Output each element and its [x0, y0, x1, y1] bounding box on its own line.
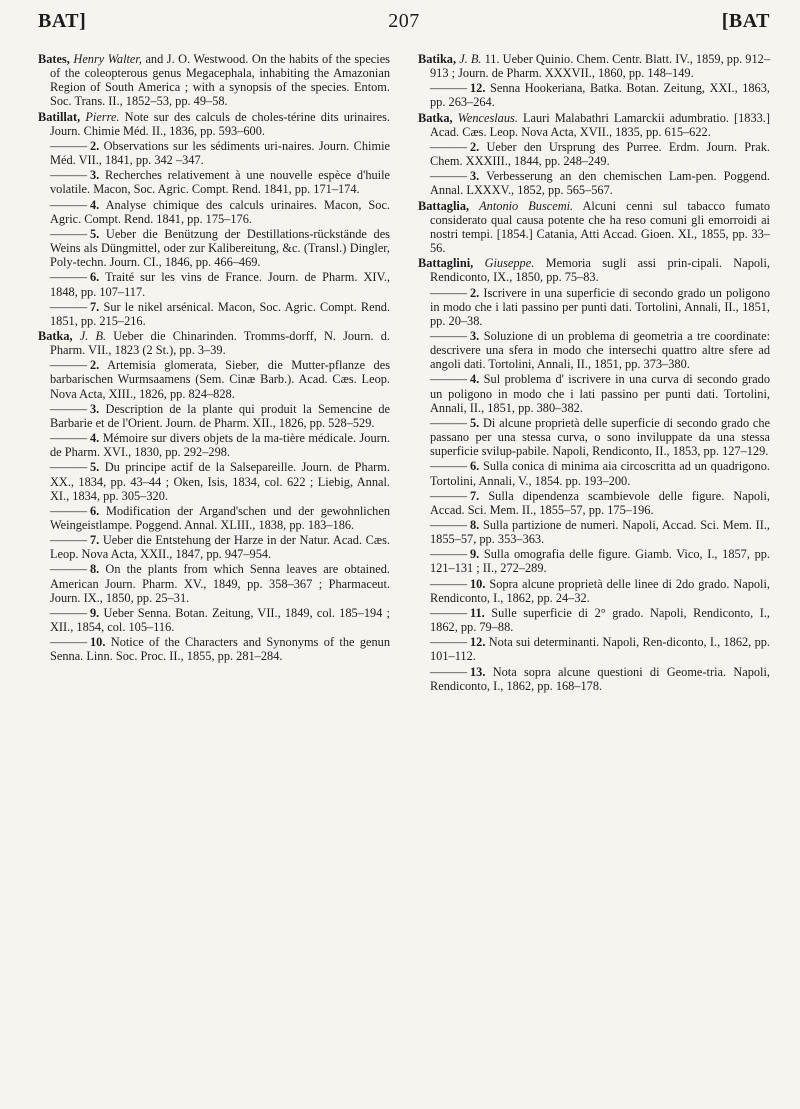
ditto-dash: ——— — [430, 488, 468, 503]
sub-entry — [418, 169, 770, 197]
entry-citation: Artemisia glomerata, Sieber, die Mutter-pflanze des barbarischen Wurmsaamens (Sem. Cinæ Barb.). Acad. Cæs. Leop. Nova Acta, XIII., 1826, pp. 824–828. — [50, 358, 390, 401]
entry-citation: Ueber die Entstehung der Harze in der Natur. Acad. Cæs. Leop. Nova Acta, XXII., 1847, pp. 947–954. — [50, 533, 390, 562]
entry-citation: Nota sui determinanti. Napoli, Ren-diconto, I., 1862, pp. 101–112. — [430, 635, 770, 664]
ditto-dash: ——— — [50, 503, 88, 518]
entry-citation: Sulla partizione de numeri. Napoli, Accad. Sci. Mem. II., 1855–57, pp. 353–363. — [430, 518, 770, 547]
entry-number: 12. — [470, 81, 486, 96]
author-entry — [38, 329, 390, 357]
entry-number: 12. — [470, 635, 486, 650]
page-number: 207 — [388, 10, 420, 32]
sub-entry — [418, 577, 770, 605]
right-column — [418, 52, 770, 694]
entry-citation: Nota sopra alcune questioni di Geome-tria. Napoli, Rendiconto, I., 1862, pp. 168–178. — [430, 664, 770, 693]
author-surname: Batika, — [418, 52, 457, 66]
entry-citation: Ueber die Chinarinden. Tromms-dorff, N. Journ. d. Pharm. VII., 1823 (2 St.), pp. 3–39. — [50, 328, 390, 358]
entry-number: 7. — [90, 533, 100, 548]
author-entry — [418, 52, 770, 80]
entry-citation: On the plants from which Senna leaves are obtained. American Journ. Pharm. XV., 1849, pp. 358–367 ; Pharmaceut. Journ. IX., 1850, pp. 25–31. — [50, 562, 390, 605]
entry-number: 3. — [90, 401, 100, 416]
entry-number: 9. — [470, 547, 480, 562]
sub-entry — [418, 372, 770, 414]
entry-citation: Ueber Senna. Botan. Zeitung, VII., 1849, col. 185–194 ; XII., 1854, col. 105–116. — [50, 605, 390, 635]
author-given-name: Pierre. — [85, 109, 120, 124]
entry-citation: Lauri Malabathri Lamarckii adumbratio. [1833.] Acad. Cæs. Leop. Nova Acta, XVII., 1835, pp. 615–622. — [430, 110, 770, 139]
author-given-name: J. B. — [459, 52, 482, 66]
entry-number: 5. — [90, 460, 100, 475]
entry-number: 3. — [470, 169, 480, 184]
sub-entry — [38, 504, 390, 532]
entry-number: 10. — [90, 635, 106, 650]
entry-citation: Description de la plante qui produit la Semencine de Barbarie et de l'Orient. Journ. de Pharm. XII., 1826, pp. 528–529. — [50, 401, 391, 430]
entry-number: 6. — [470, 459, 480, 474]
ditto-dash: ——— — [430, 372, 468, 387]
ditto-dash: ——— — [430, 547, 468, 562]
entry-citation: Du principe actif de la Salsepareille. Journ. de Pharm. XX., 1834, pp. 43–44 ; Oken, Isis, 1834, col. 622 ; Liebig, Annal. XI., 1834, pp. 305–320. — [50, 460, 390, 503]
ditto-dash: ——— — [430, 605, 468, 620]
entry-number: 7. — [90, 299, 100, 314]
sub-entry — [418, 606, 770, 634]
sub-entry — [418, 489, 770, 517]
ditto-dash: ——— — [50, 168, 88, 183]
entry-number: 13. — [470, 664, 486, 679]
entry-citation: Memoria sugli assi prin-cipali. Napoli, Rendiconto, IX., 1850, pp. 75–83. — [430, 256, 770, 285]
ditto-dash: ——— — [50, 562, 88, 577]
entry-citation: Observations sur les sédiments uri-naires. Journ. Chimie Méd. VII., 1841, pp. 342 –347. — [50, 138, 390, 168]
author-surname: Batka, — [38, 328, 73, 343]
entry-citation: Recherches relativement à une nouvelle espèce d'huile volatile. Macon, Soc. Agric. Compt. Rend. 1841, pp. 171–174. — [50, 168, 390, 197]
entry-citation: Sulle superficie di 2° grado. Napoli, Rendiconto, I., 1862, pp. 79–88. — [430, 605, 770, 635]
entry-citation: Note sur des calculs de choles-térine dits urinaires. Journ. Chimie Méd. II., 1836, pp. 593–600. — [50, 109, 390, 138]
entry-number: 6. — [90, 503, 100, 518]
entry-citation: 11. Ueber Quinio. Chem. Centr. Blatt. IV., 1859, pp. 912–913 ; Journ. de Pharm. XXXVII., 1860, pp. 148–149. — [430, 52, 770, 81]
sub-entry — [38, 168, 390, 196]
ditto-dash: ——— — [50, 299, 88, 314]
sub-entry — [38, 270, 390, 298]
entry-citation: Sur le nikel arsénical. Macon, Soc. Agric. Compt. Rend. 1851, pp. 215–216. — [50, 299, 390, 328]
entry-citation: Sulla dipendenza scambievole delle figure. Napoli, Accad. Sci. Mem. II., 1855–57, pp. 175–196. — [430, 488, 770, 517]
ditto-dash: ——— — [50, 605, 88, 620]
author-given-name: Wenceslaus. — [457, 110, 518, 125]
ditto-dash: ——— — [50, 358, 88, 373]
ditto-dash: ——— — [430, 576, 468, 591]
entry-citation: Sulla conica di minima aia circoscritta ad un quadrigono. Tortolini, Annali, V., 1854. pp. 193–200. — [430, 459, 770, 488]
author-surname: Battaglia, — [418, 198, 470, 213]
ditto-dash: ——— — [50, 431, 88, 446]
entry-citation: Mémoire sur divers objets de la ma-tière médicale. Journ. de Pharm. XVI., 1830, pp. 292–298. — [50, 431, 390, 460]
ditto-dash: ——— — [50, 635, 88, 650]
ditto-dash: ——— — [50, 138, 88, 153]
sub-entry — [38, 227, 390, 269]
sub-entry — [418, 416, 770, 458]
entry-number: 11. — [470, 605, 485, 620]
sub-entry — [38, 139, 390, 167]
author-surname: Battaglini, — [418, 256, 474, 271]
entry-number: 9. — [90, 605, 100, 620]
entry-citation: Sul problema d' iscrivere in una curva di secondo grado un poligono in modo che i lati passino per punti dati. Tortolini, Annali, II., 1851, pp. 380–382. — [430, 372, 771, 415]
entry-citation: Senna Hookeriana, Batka. Botan. Zeitung, XXI., 1863, pp. 263–264. — [430, 81, 770, 110]
entry-citation: Ueber den Ursprung des Purree. Erdm. Journ. Prak. Chem. XXXIII., 1844, pp. 248–249. — [430, 139, 770, 169]
ditto-dash: ——— — [430, 518, 468, 532]
sub-entry — [38, 533, 390, 561]
sub-entry — [418, 81, 770, 109]
header-left-guide: BAT] — [38, 10, 87, 32]
author-entry — [418, 256, 770, 284]
entry-citation: Analyse chimique des calculs urinaires. Macon, Soc. Agric. Compt. Rend. 1841, pp. 175–176. — [50, 197, 391, 226]
entry-citation: Sopra alcune proprietà delle linee di 2do grado. Napoli, Rendiconto, I., 1862, pp. 24–32. — [430, 576, 771, 605]
author-given-name: Henry Walter, — [73, 52, 142, 66]
entry-number: 4. — [470, 372, 480, 387]
ditto-dash: ——— — [430, 328, 468, 343]
entry-number: 5. — [470, 415, 480, 430]
entry-citation: Soluzione di un problema di geometria a tre coordinate: descrivere una sfera in modo che intersechi quattro altre sfere ad angoli dati. Tortolini, Annali, II., 1851, pp. 373–380. — [430, 328, 771, 372]
sub-entry — [418, 286, 770, 328]
ditto-dash: ——— — [50, 401, 88, 416]
author-entry — [418, 111, 770, 139]
author-surname: Bates, — [38, 52, 70, 66]
ditto-dash: ——— — [430, 664, 468, 679]
entry-number: 2. — [90, 138, 100, 153]
sub-entry — [38, 198, 390, 226]
ditto-dash: ——— — [430, 635, 468, 650]
ditto-dash: ——— — [50, 460, 88, 475]
entry-number: 3. — [90, 168, 100, 183]
entry-citation: Sulla omografia delle figure. Giamb. Vico, I., 1857, pp. 121–131 ; II., 272–289. — [430, 547, 770, 576]
sub-entry — [38, 460, 390, 502]
author-given-name: Antonio Buscemi. — [479, 198, 574, 213]
sub-entry — [418, 329, 770, 371]
ditto-dash: ——— — [50, 270, 88, 285]
entry-citation: Di alcune proprietà delle superficie di secondo grado che passano per una stessa curva, o sono inviluppate da una stessa superficie svilup-pabile. Napoli, Rendiconto, II., 1853, pp. 127–129. — [430, 415, 770, 459]
entry-citation: Ueber die Benützung der Destillations-rückstände des Weins als Düngmittel, oder zur Kalibereitung, &c. (Transl.) Dingler, Poly-techn. Journ. CI., 1846, pp. 466–469. — [50, 226, 390, 270]
entry-citation: Traité sur les vins de France. Journ. de Pharm. XIV., 1848, pp. 107–117. — [50, 270, 390, 299]
left-column — [38, 52, 390, 665]
entry-number: 6. — [90, 270, 100, 285]
ditto-dash: ——— — [430, 285, 468, 300]
entry-number: 4. — [90, 431, 100, 446]
sub-entry — [38, 635, 390, 663]
entry-citation: Notice of the Characters and Synonyms of the genun Senna. Linn. Soc. Proc. II., 1855, pp. 281–284. — [50, 635, 390, 664]
author-surname: Batka, — [418, 110, 453, 125]
sub-entry — [38, 300, 390, 328]
entry-number: 4. — [90, 197, 100, 212]
ditto-dash: ——— — [430, 415, 468, 430]
entry-number: 5. — [90, 226, 100, 241]
sub-entry — [418, 459, 770, 487]
author-given-name: Giuseppe. — [484, 256, 535, 271]
sub-entry — [38, 358, 390, 400]
entry-citation: Modification der Argand'schen und der gewohnlichen Weingeistlampe. Poggend. Annal. XLIII., 1838, pp. 183–186. — [50, 503, 390, 532]
entry-citation: Alcuni cenni sul tabacco fumato considerato qual causa potente che ha reso comuni gli emorroidi ai nostri tempi. [1854.] Catania, Atti Accad. Gioen. XI., 1855, pp. 33–56. — [430, 198, 770, 256]
entry-citation: Iscrivere in una superficie di secondo grado un poligono in modo che i lati passino per punti dati. Tortolini, Annali, II., 1851, pp. 20–38. — [430, 285, 770, 328]
entry-number: 8. — [90, 562, 100, 577]
ditto-dash: ——— — [430, 459, 468, 474]
author-surname: Batillat, — [38, 109, 81, 124]
ditto-dash: ——— — [430, 169, 468, 184]
ditto-dash: ——— — [50, 197, 88, 212]
entry-number: 2. — [90, 358, 100, 373]
sub-entry — [38, 431, 390, 459]
ditto-dash: ——— — [430, 81, 468, 96]
entry-number: 2. — [470, 139, 480, 154]
sub-entry — [418, 547, 770, 575]
entry-number: 8. — [470, 518, 480, 532]
author-given-name: J. B. — [79, 328, 107, 343]
entry-number: 2. — [470, 285, 480, 300]
author-entry — [38, 110, 390, 138]
page-header — [38, 10, 770, 44]
sub-entry — [38, 562, 390, 604]
sub-entry — [418, 140, 770, 168]
sub-entry — [418, 518, 770, 546]
author-entry — [38, 52, 390, 109]
entry-number: 10. — [470, 576, 486, 591]
entry-citation: and J. O. Westwood. On the habits of the species of the coleopterous genus Megacephala, inhabiting the Amazonian Region of South America ; with a synopsis of the species. Entom. Soc. Trans. II., 1852–53, pp. 49–58. — [50, 52, 390, 109]
sub-entry — [38, 402, 390, 430]
sub-entry — [418, 635, 770, 663]
ditto-dash: ——— — [50, 533, 88, 548]
entry-number: 3. — [470, 328, 480, 343]
ditto-dash: ——— — [430, 139, 468, 154]
author-entry — [418, 199, 770, 256]
entry-number: 7. — [470, 488, 480, 503]
sub-entry — [38, 606, 390, 634]
sub-entry — [418, 665, 770, 693]
ditto-dash: ——— — [50, 226, 88, 241]
entry-citation: Verbesserung an den chemischen Lam-pen. Poggend. Annal. LXXXV., 1852, pp. 565–567. — [430, 169, 770, 198]
header-right-guide: [BAT — [721, 10, 770, 32]
